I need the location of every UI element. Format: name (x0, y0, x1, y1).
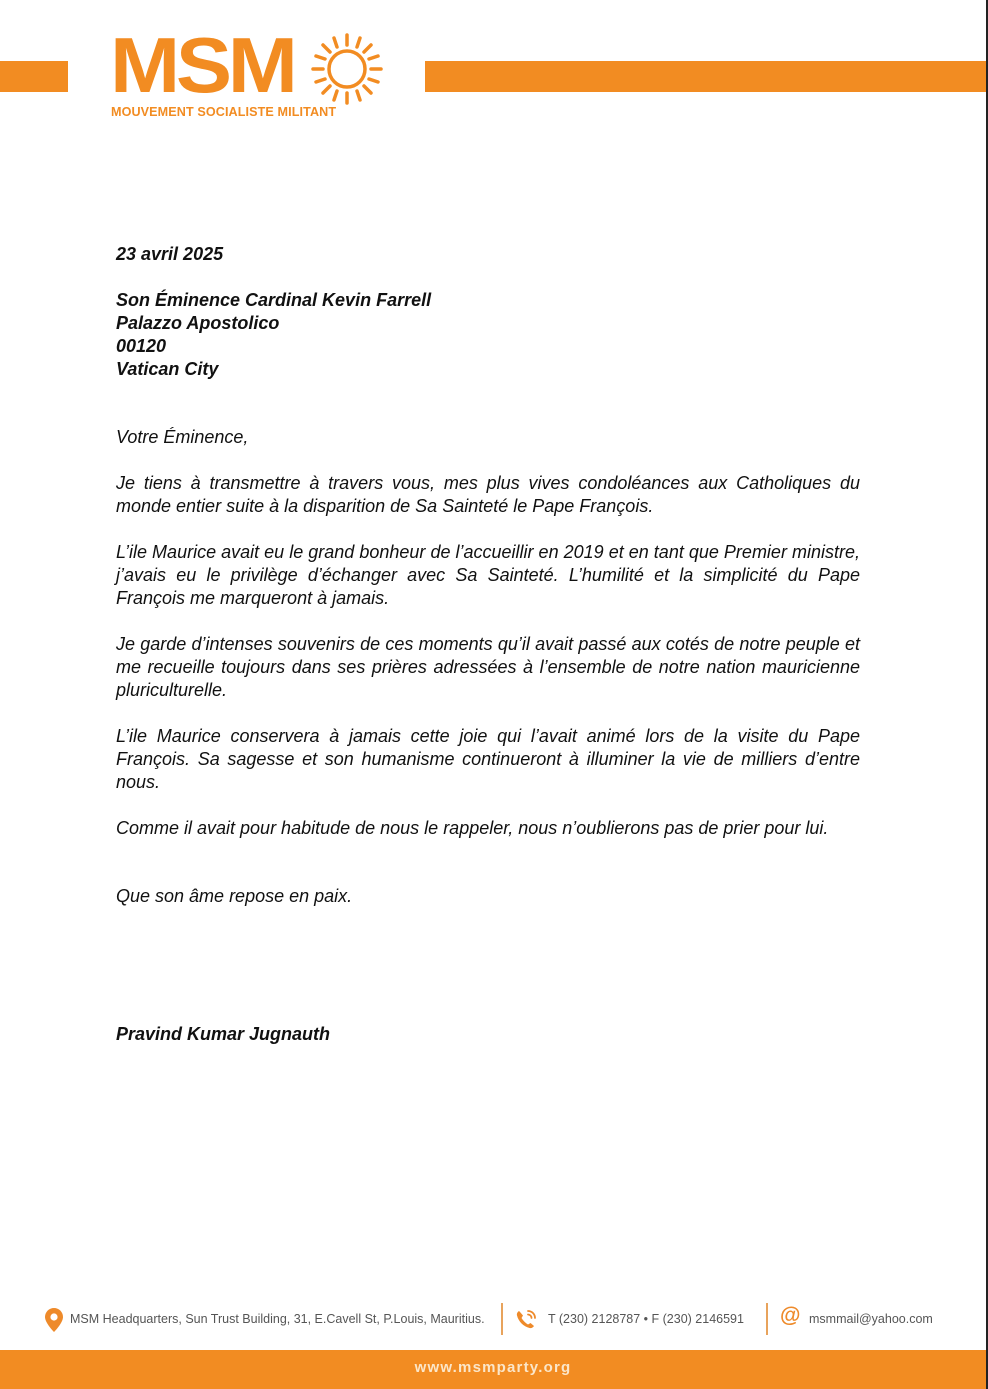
logo-wordmark: MSM (110, 21, 294, 109)
salutation: Votre Éminence, (116, 427, 249, 447)
at-sign-icon: @ (780, 1304, 801, 1327)
letter-body (116, 243, 860, 1046)
paragraph: L’ile Maurice conservera à jamais cette joie qui l’avait animé lors de la visite du Pape François. Sa sagesse et son humanisme continueront à illuminer la vie de milliers d’entre nous. (116, 726, 860, 792)
header-bar-right (425, 61, 986, 92)
footer-bar (0, 1350, 986, 1389)
logo-subtitle: MOUVEMENT SOCIALISTE MILITANT (111, 105, 337, 119)
footer-contact (0, 1300, 988, 1340)
footer-phone: T (230) 2128787 • F (230) 2146591 (548, 1312, 744, 1326)
closing: Que son âme repose en paix. (116, 886, 353, 906)
recipient-line: Son Éminence Cardinal Kevin Farrell (116, 290, 432, 310)
footer-email[interactable]: msmmail@yahoo.com (809, 1312, 933, 1326)
footer-divider (501, 1303, 503, 1335)
footer-divider (766, 1303, 768, 1335)
paragraph: Comme il avait pour habitude de nous le rappeler, nous n’oublierons pas de prier pour lui. (116, 818, 829, 838)
header-bar-left (0, 61, 68, 92)
letter-date: 23 avril 2025 (116, 244, 224, 264)
recipient-line: 00120 (116, 336, 167, 356)
sun-icon (310, 32, 384, 106)
paragraph: L’ile Maurice avait eu le grand bonheur de l’accueillir en 2019 et en tant que Premier ministre, j’avais eu le privilège d’échanger avec Sa Sainteté. L’humilité et la simplicité du Pape François me marqueront à jamais. (116, 542, 860, 608)
footer-website[interactable]: www.msmparty.org (414, 1359, 572, 1376)
recipient-line: Vatican City (116, 359, 219, 379)
phone-icon (514, 1308, 538, 1332)
paragraph: Je garde d’intenses souvenirs de ces moments qu’il avait passé aux cotés de notre peuple et me recueille toujours dans ses prières adressées à l’ensemble de notre nation mauricienne pluriculturelle. (116, 634, 860, 700)
location-pin-icon (45, 1308, 63, 1332)
signature: Pravind Kumar Jugnauth (116, 1024, 331, 1044)
recipient-line: Palazzo Apostolico (116, 313, 280, 333)
footer-address: MSM Headquarters, Sun Trust Building, 31, E.Cavell St, P.Louis, Mauritius. (70, 1312, 485, 1326)
paragraph: Je tiens à transmettre à travers vous, mes plus vives condoléances aux Catholiques du monde entier suite à la disparition de Sa Sainteté le Pape François. (116, 473, 860, 516)
